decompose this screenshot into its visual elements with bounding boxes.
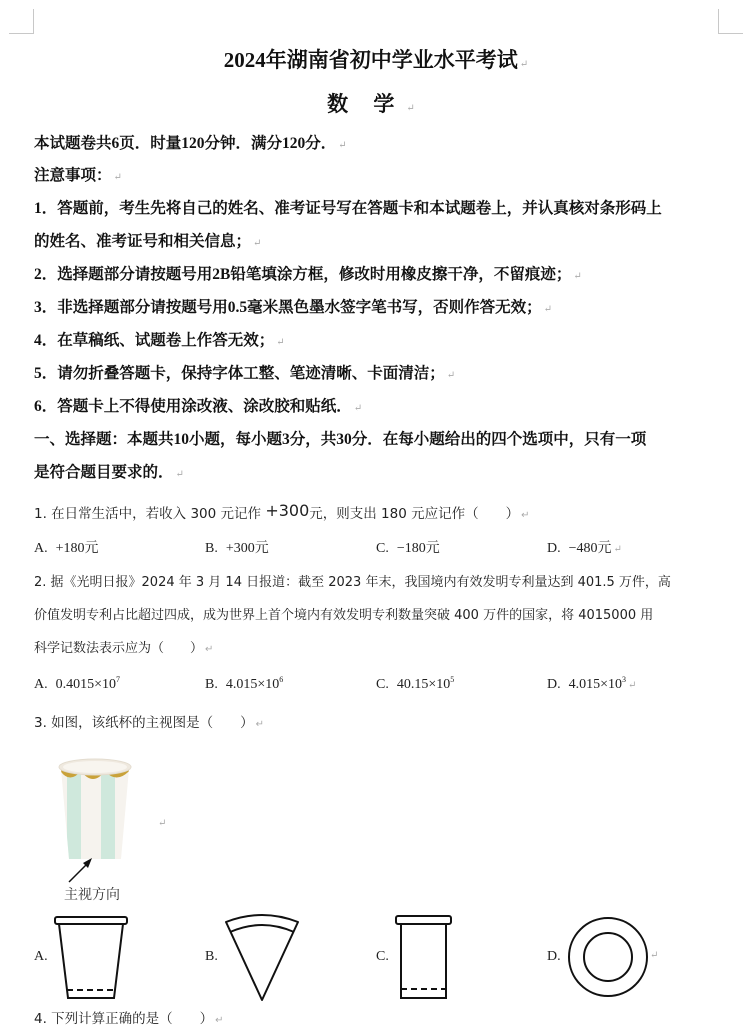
question-1-option-d[interactable]: D. −480元 ↵ bbox=[547, 541, 622, 556]
question-2-option-b[interactable]: B. $4.015\times 10^6$ bbox=[205, 675, 284, 692]
question-4-stem: 4. 下列计算正确的是（ ） ↵ bbox=[34, 1011, 224, 1027]
question-3-option-a-label[interactable]: A. bbox=[34, 949, 48, 964]
section-heading: 一、选择题：本题共10小题，每小题3分，共30分．在每小题给出的四个选项中，只有一项 bbox=[34, 431, 647, 448]
question-2-option-d[interactable]: D. $4.015\times 10^3↵$ bbox=[547, 675, 637, 692]
question-3-option-a-figure[interactable] bbox=[50, 912, 132, 1002]
question-3-stem: 3. 如图，该纸杯的主视图是（ ） ↵ bbox=[34, 715, 265, 731]
question-1-option-c[interactable]: C. −180元 bbox=[376, 541, 440, 556]
notice-item-6: 6．答题卡上不得使用涂改液、涂改胶和贴纸． ↵ bbox=[34, 398, 363, 415]
question-2-stem-line-1: 2. 据《光明日报》2024 年 3 月 14 日报道：截至 2023 年末，我国境内有效发明专利量达到 401.5 万件，高 bbox=[34, 575, 671, 590]
notice-item-1: 1．答题前，考生先将自己的姓名、准考证号写在答题卡和本试题卷上，并认真核对条形码上 bbox=[34, 200, 662, 217]
question-3-option-c-label[interactable]: C. bbox=[376, 949, 389, 964]
exam-subject: 数 学 ↵ bbox=[327, 92, 425, 116]
question-1-stem: 1. 在日常生活中，若收入 300 元记作 +300元，则支出 180 元应记作（ ） ↵ bbox=[34, 501, 530, 522]
question-3-option-c-figure[interactable] bbox=[393, 912, 453, 1002]
notice-item-4: 4．在草稿纸、试题卷上作答无效； ↵ bbox=[34, 332, 285, 349]
question-1-option-a[interactable]: A. +180元 bbox=[34, 541, 99, 556]
view-direction-arrow-icon bbox=[66, 856, 96, 886]
section-heading-cont: 是符合题目要求的． ↵ bbox=[34, 464, 184, 481]
notice-heading: 注意事项： ↵ bbox=[34, 167, 122, 184]
question-3-option-d-figure[interactable] bbox=[566, 915, 652, 1001]
question-3-option-b-label[interactable]: B. bbox=[205, 949, 218, 964]
notice-item-3: 3．非选择题部分请按题号用0.5毫米黑色墨水签字笔书写，否则作答无效； ↵ bbox=[34, 299, 553, 316]
page-corner-mark-right bbox=[718, 9, 743, 34]
paragraph-mark: ↵ bbox=[650, 950, 659, 961]
notice-item-2: 2．选择题部分请按题号用2B铅笔填涂方框，修改时用橡皮擦干净，不留痕迹； ↵ bbox=[34, 266, 582, 283]
paragraph-mark: ↵ bbox=[158, 818, 167, 829]
paper-cup-photo bbox=[55, 755, 135, 865]
question-3-option-b-figure[interactable] bbox=[222, 912, 302, 1004]
notice-item-1-cont: 的姓名、准考证号和相关信息； ↵ bbox=[34, 233, 262, 250]
question-2-option-a[interactable]: A. $0.4015\times 10^7$ bbox=[34, 675, 121, 692]
question-2-option-c[interactable]: C. $40.15\times 10^5$ bbox=[376, 675, 455, 692]
exam-intro: 本试题卷共6页．时量120分钟．满分120分． ↵ bbox=[34, 135, 347, 152]
exam-title: 2024年湖南省初中学业水平考试 ↵ bbox=[223, 48, 529, 72]
question-2-stem-line-2: 价值发明专利占比超过四成，成为世界上首个境内有效发明专利数量突破 400 万件的国家，将 4015000 用 bbox=[34, 608, 654, 623]
question-2-stem-line-3: 科学记数法表示应为（ ） ↵ bbox=[34, 641, 214, 656]
page-corner-mark-left bbox=[9, 9, 34, 34]
notice-item-5: 5．请勿折叠答题卡，保持字体工整、笔迹清晰、卡面清洁； ↵ bbox=[34, 365, 456, 382]
question-1-option-b[interactable]: B. +300元 bbox=[205, 541, 269, 556]
view-direction-caption: 主视方向 bbox=[64, 887, 120, 903]
question-3-option-d-label[interactable]: D. bbox=[547, 949, 561, 964]
